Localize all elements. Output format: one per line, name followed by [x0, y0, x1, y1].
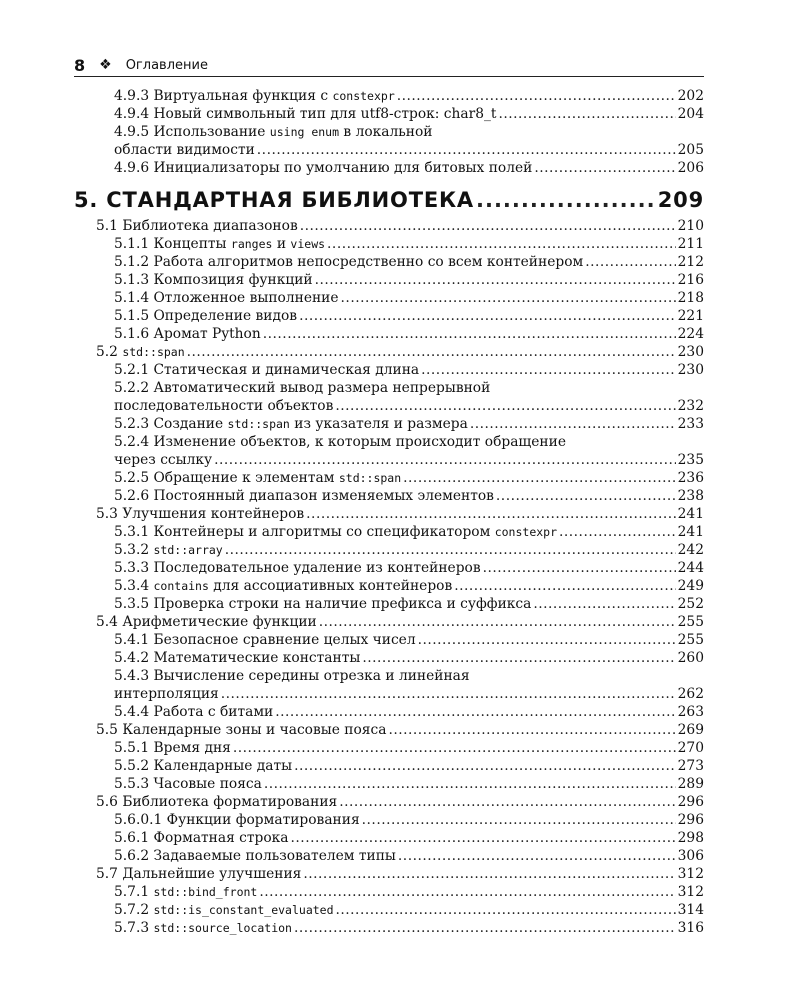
toc-page-number: 230 [677, 362, 704, 378]
toc-entry[interactable] [74, 159, 704, 177]
toc-entry-title: 4.9.3 Виртуальная функция с constexpr [114, 88, 395, 104]
toc-entry[interactable] [74, 379, 704, 397]
toc-page-number: 206 [677, 160, 704, 176]
toc-entry[interactable] [74, 541, 704, 559]
toc-page-number: 224 [677, 326, 704, 342]
toc-entry-title: 5.2.5 Обращение к элементам std::span [114, 470, 402, 486]
leader-dots [418, 631, 676, 649]
running-header [74, 54, 704, 76]
toc-entry[interactable] [74, 793, 704, 811]
toc-entry-title: 5.3.1 Контейнеры и алгоритмы со спецификатором constexpr [114, 524, 558, 540]
leader-dots [339, 793, 675, 811]
toc-entry-title: 5.1.4 Отложенное выполнение [114, 290, 339, 306]
toc-entry-title: 5.2 std::span [96, 344, 185, 360]
leader-dots [397, 87, 676, 105]
toc-entry[interactable] [74, 883, 704, 901]
toc-entry-title: 5.3.3 Последовательное удаление из контейнеров [114, 560, 481, 576]
toc-page-number: 210 [677, 218, 704, 234]
toc-entry-title: 5.1.6 Аромат Python [114, 326, 261, 342]
toc-entry[interactable] [74, 613, 704, 631]
leader-dots [257, 141, 676, 159]
leader-dots [454, 577, 675, 595]
leader-dots [476, 183, 656, 217]
toc-entry-title: 5.3.2 std::array [114, 542, 223, 558]
toc-entry-title: 5.4.4 Работа с битами [114, 704, 274, 720]
toc-page-number: 255 [677, 632, 704, 648]
toc-entry-title: 5.5.3 Часовые пояса [114, 776, 262, 792]
leader-dots [341, 289, 676, 307]
toc-entry-title: 5.5 Календарные зоны и часовые пояса [96, 722, 387, 738]
toc-page-number: 270 [677, 740, 704, 756]
toc-entry[interactable] [74, 397, 704, 415]
toc-entry-title: последовательности объектов [114, 398, 334, 414]
toc-entry-title: 4.9.4 Новый символьный тип для utf8-строк: char8_t [114, 106, 497, 122]
leader-dots [299, 307, 676, 325]
toc-entry[interactable] [74, 123, 704, 141]
toc-entry-title: 4.9.5 Использование using enum в локальной [114, 124, 433, 140]
toc-entry[interactable] [74, 685, 704, 703]
toc-entry[interactable] [74, 577, 704, 595]
toc-entry-title: 5.1.3 Композиция функций [114, 272, 313, 288]
toc-entry[interactable] [74, 235, 704, 253]
toc-entry-title: 5.4.3 Вычисление середины отрезка и линейная [114, 668, 470, 684]
toc-page-number: 296 [677, 812, 704, 828]
leader-dots [327, 235, 676, 253]
toc-entry[interactable] [74, 487, 704, 505]
toc-page-number: 314 [677, 902, 704, 918]
toc-chapter[interactable] [74, 183, 704, 217]
toc-entry[interactable] [74, 901, 704, 919]
toc-entry-title: 5.3 Улучшения контейнеров [96, 506, 305, 522]
toc-entry-title: 5.2.3 Создание std::span из указателя и размера [114, 416, 468, 432]
leader-dots [470, 415, 676, 433]
toc-entry[interactable] [74, 469, 704, 487]
leader-dots [315, 271, 676, 289]
toc-entry[interactable] [74, 919, 704, 937]
toc-page-number: 232 [677, 398, 704, 414]
toc-entry[interactable] [74, 667, 704, 685]
toc-entry-title: 5.7 Дальнейшие улучшения [96, 866, 302, 882]
leader-dots [221, 685, 676, 703]
toc-page-number: 221 [677, 308, 704, 324]
leader-dots [303, 865, 675, 883]
toc-entry-title: 5.6.2 Задаваемые пользователем типы [114, 848, 396, 864]
leader-dots [294, 919, 676, 937]
toc-entry[interactable] [74, 703, 704, 721]
toc-entry[interactable] [74, 757, 704, 775]
leader-dots [388, 721, 675, 739]
toc-entry[interactable] [74, 361, 704, 379]
diamond-icon: ❖ [99, 57, 112, 73]
toc-entry[interactable] [74, 865, 704, 883]
toc-entry[interactable] [74, 523, 704, 541]
toc-page-number: 296 [677, 794, 704, 810]
toc-entry[interactable] [74, 415, 704, 433]
toc-entry[interactable] [74, 847, 704, 865]
header-rule [74, 76, 704, 77]
toc-page-number: 205 [677, 142, 704, 158]
toc-page-number: 233 [677, 416, 704, 432]
toc-page-number: 260 [677, 650, 704, 666]
leader-dots [498, 105, 675, 123]
toc-entry[interactable] [74, 433, 704, 451]
leader-dots [534, 159, 675, 177]
leader-dots [403, 469, 676, 487]
toc-entry-title: через ссылку [114, 452, 213, 468]
toc-entry-title: 5. СТАНДАРТНАЯ БИБЛИОТЕКА [74, 188, 474, 212]
leader-dots [259, 883, 675, 901]
leader-dots [275, 703, 675, 721]
toc-entry-title: 5.5.1 Время дня [114, 740, 231, 756]
toc-page-number: 235 [677, 452, 704, 468]
toc-entry-title: интерполяция [114, 686, 219, 702]
leader-dots [585, 253, 675, 271]
toc-entry[interactable] [74, 649, 704, 667]
leader-dots [483, 559, 676, 577]
toc-entry-title: 5.3.4 contains для ассоциативных контейнеров [114, 578, 453, 594]
toc-entry-title: 5.2.1 Статическая и динамическая длина [114, 362, 420, 378]
toc-entry[interactable] [74, 595, 704, 613]
toc-entry[interactable] [74, 217, 704, 235]
toc-entry-title: 5.1 Библиотека диапазонов [96, 218, 298, 234]
toc-page-number: 252 [677, 596, 704, 612]
toc-page-number: 244 [677, 560, 704, 576]
leader-dots [496, 487, 676, 505]
toc-entry-title: 5.1.1 Концепты ranges и views [114, 236, 326, 252]
toc-entry[interactable] [74, 451, 704, 469]
toc-page-number: 241 [677, 524, 704, 540]
toc-entry-title: 5.2.6 Постоянный диапазон изменяемых элементов [114, 488, 494, 504]
toc-entry-title: 5.7.2 std::is_constant_evaluated [114, 902, 334, 918]
toc-entry-title: области видимости [114, 142, 255, 158]
leader-dots [300, 217, 676, 235]
leader-dots [264, 775, 676, 793]
toc-entry[interactable] [74, 811, 704, 829]
toc-entry[interactable] [74, 559, 704, 577]
toc-page-number: 230 [677, 344, 704, 360]
toc-entry[interactable] [74, 505, 704, 523]
toc-page-number: 263 [677, 704, 704, 720]
toc-entry[interactable] [74, 141, 704, 159]
toc-page-number: 242 [677, 542, 704, 558]
leader-dots [225, 541, 676, 559]
toc-page-number: 298 [677, 830, 704, 846]
toc-page-number: 202 [677, 88, 704, 104]
toc-page-number: 262 [677, 686, 704, 702]
toc-page-number: 218 [677, 290, 704, 306]
toc-entry[interactable] [74, 721, 704, 739]
toc-entry[interactable] [74, 307, 704, 325]
toc-entry[interactable] [74, 271, 704, 289]
toc-page-number: 204 [677, 106, 704, 122]
toc-entry[interactable] [74, 87, 704, 105]
toc-entry-title: 5.5.2 Календарные даты [114, 758, 293, 774]
toc-entry-title: 4.9.6 Инициализаторы по умолчанию для битовых полей [114, 160, 533, 176]
toc-page-number: 312 [677, 884, 704, 900]
toc-entry-title: 5.7.3 std::source_location [114, 920, 292, 936]
toc-page-number: 316 [677, 920, 704, 936]
toc-page-number: 241 [677, 506, 704, 522]
leader-dots [533, 595, 675, 613]
toc-page-number: 236 [677, 470, 704, 486]
leader-dots [294, 757, 676, 775]
toc-entry-title: 5.1.2 Работа алгоритмов непосредственно со всем контейнером [114, 254, 584, 270]
toc-entry-title: 5.3.5 Проверка строки на наличие префикса и суффикса [114, 596, 532, 612]
leader-dots [559, 523, 676, 541]
toc-entry[interactable] [74, 829, 704, 847]
leader-dots [263, 325, 676, 343]
toc-entry-title: 5.4.1 Безопасное сравнение целых чисел [114, 632, 416, 648]
leader-dots [306, 505, 675, 523]
toc-entry[interactable] [74, 325, 704, 343]
toc-entry-title: 5.6.1 Форматная строка [114, 830, 289, 846]
toc-page-number: 289 [677, 776, 704, 792]
header-title: Оглавление [125, 57, 208, 73]
toc-entry-title: 5.6.0.1 Функции форматирования [114, 812, 360, 828]
toc-entry[interactable] [74, 631, 704, 649]
toc-entry-title: 5.4 Арифметические функции [96, 614, 317, 630]
leader-dots [336, 901, 676, 919]
toc-page-number: 255 [677, 614, 704, 630]
toc-entry-title: 5.6 Библиотека форматирования [96, 794, 338, 810]
toc-page-number: 238 [677, 488, 704, 504]
table-of-contents [74, 87, 704, 937]
toc-entry-title: 5.4.2 Математические константы [114, 650, 361, 666]
toc-page-number: 216 [677, 272, 704, 288]
toc-entry[interactable] [74, 289, 704, 307]
page-number: 8 [74, 55, 86, 75]
leader-dots [421, 361, 676, 379]
toc-entry-title: 5.7.1 std::bind_front [114, 884, 258, 900]
toc-entry[interactable] [74, 105, 704, 123]
toc-entry[interactable] [74, 343, 704, 361]
leader-dots [319, 613, 676, 631]
leader-dots [214, 451, 676, 469]
toc-page-number: 212 [677, 254, 704, 270]
toc-page-number: 211 [677, 236, 704, 252]
toc-entry[interactable] [74, 739, 704, 757]
toc-entry[interactable] [74, 775, 704, 793]
toc-entry-title: 5.1.5 Определение видов [114, 308, 298, 324]
leader-dots [362, 649, 675, 667]
leader-dots [398, 847, 676, 865]
leader-dots [335, 397, 675, 415]
toc-entry-title: 5.2.2 Автоматический вывод размера непрерывной [114, 380, 491, 396]
toc-page-number: 269 [677, 722, 704, 738]
toc-page-number: 273 [677, 758, 704, 774]
toc-entry[interactable] [74, 253, 704, 271]
toc-page-number: 209 [657, 188, 704, 212]
leader-dots [233, 739, 676, 757]
leader-dots [362, 811, 676, 829]
leader-dots [291, 829, 676, 847]
toc-page-number: 306 [677, 848, 704, 864]
toc-entry-title: 5.2.4 Изменение объектов, к которым происходит обращение [114, 434, 566, 450]
leader-dots [187, 343, 676, 361]
toc-page-number: 312 [677, 866, 704, 882]
toc-page-number: 249 [677, 578, 704, 594]
